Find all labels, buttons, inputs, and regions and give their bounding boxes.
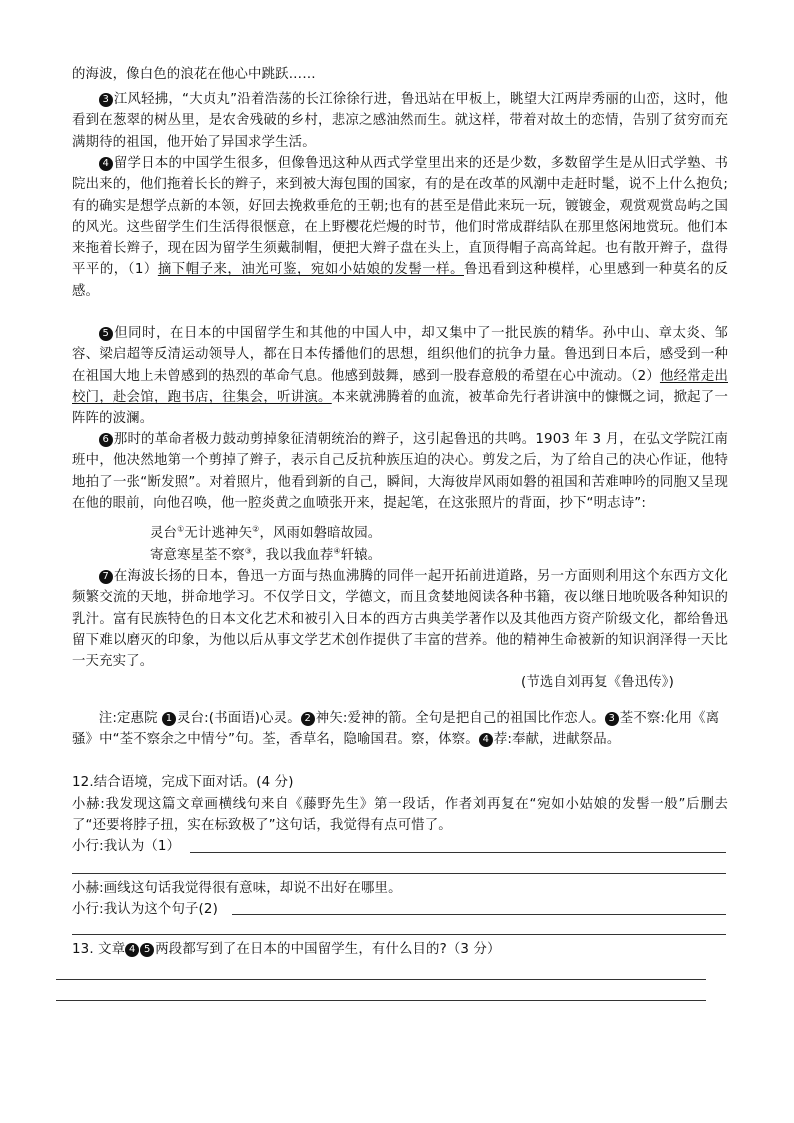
note-number-3: 3 — [605, 712, 619, 726]
answer-line-13-a[interactable] — [56, 979, 706, 980]
paragraph-6: 6 那时的革命者极力鼓动剪掉象征清朝统治的辫子，这引起鲁迅的共鸣。1903 年 3 月，在弘文学院江南班中，他决然地第一个剪掉了辫子，表示自己反抗种族压迫的决心。剪发之后，为了给自己的决心作证，他特地拍了一张“断发照”。对着照片，他看到新的自己，瞬间，大海彼岸风雨如磐的祖国和苦难呻吟的同胞又呈现在他的眼前，向他召唤，他一腔炎黄之血喷张开来，提起笔，在这张照片的背面，抄下“明志诗”: — [72, 432, 728, 511]
note-number-4: 4 — [479, 733, 493, 747]
passage-source: (节选自刘再复《鲁迅传》) — [521, 675, 674, 690]
passage-continuation: 的海波，像白色的浪花在他心中跳跃…… — [72, 67, 316, 82]
note-number-1: 1 — [162, 712, 176, 726]
question-12-dialogue-2: 小行:我认为（1） — [72, 839, 181, 854]
question-12-title: 12.结合语境，完成下面对话。(4 分) — [72, 775, 294, 790]
paragraph-7: 7 在海波长扬的日本，鲁迅一方面与热血沸腾的同伴一起开拓前进道路，另一方面则利用这个东西方文化频繁交流的天地，拼命地学习。不仅学日文，学德文，而且贪婪地阅读各种书籍，夜以继日地吮吸各种知识的乳汁。富有民族特色的日本文化艺术和被引入日本的西方古典美学著作以及其他西方资产阶级文化，都给鲁迅留下难以磨灭的印象，为他以后从事文学艺术创作提供了丰富的营养。他的精神生命被新的知识润泽得一天比一天充实了。 — [72, 569, 728, 670]
paragraph-number-6: 6 — [99, 433, 113, 447]
answer-line-12-2b[interactable] — [72, 934, 726, 935]
poem-line-1: 灵台①无计逃神矢②，风雨如磐暗故园。 — [150, 524, 382, 541]
paragraph-3: 3 江风轻拂，“大贞丸”沿着浩荡的长江徐徐行进，鲁迅站在甲板上，眺望大江两岸秀丽的山峦，这时，他看到在葱翠的树丛里，是农舍残破的乡村，悲凉之感油然而生。就这样，带着对故土的恋情，告别了贫穷而充满期待的祖国，他开始了异国求学生活。 — [72, 92, 728, 150]
answer-line-12-1b[interactable] — [72, 873, 726, 874]
question-13-title: 13. 文章 4 5 两段都写到了在日本的中国留学生，有什么目的?（3 分） — [72, 942, 501, 957]
question-12-dialogue-4: 小行:我认为这个句子(2) — [72, 902, 218, 917]
paragraph-number-4: 4 — [99, 157, 113, 171]
underline-marker-1: （1） — [127, 262, 158, 278]
answer-line-13-b[interactable] — [56, 1000, 706, 1001]
paragraph-number-7: 7 — [99, 570, 113, 584]
question-12-dialogue-1: 小赫:我发现这篇文章画横线句来自《藤野先生》第一段话，作者刘再复在“宛如小姑娘的发髻一般”后删去了“还要将脖子扭，实在标致极了”这句话，我觉得有点可惜了。 — [72, 797, 728, 834]
paragraph-ref-5: 5 — [140, 943, 154, 957]
poem-line-2: 寄意寒星荃不察③，我以我血荐④轩辕。 — [150, 546, 382, 563]
answer-line-12-1a[interactable] — [190, 852, 726, 853]
underlined-sentence-2: 他经常走出校门，赴会馆，跑书店，往集会，听讲演。 — [72, 368, 728, 405]
paragraph-number-3: 3 — [99, 93, 113, 107]
paragraph-4: 4 留学日本的中国学生很多，但像鲁迅这种从西式学堂里出来的还是少数，多数留学生是从旧式学塾、书院出来的，他们拖着长长的辫子，来到被大海包围的国家，有的是在改革的风潮中走赶时髦，说不上什么抱负;有的确实是想学点新的本领，好回去挽救垂危的王朝;也有的甚至是借此来玩一玩，镀镀金，观赏观赏岛屿之国的风光。这些留学生们生活得很惬意，在上野樱花烂熳的时节，他们时常成群结队在那里悠闲地赏玩。他们本来拖着长辫子，现在因为留学生须戴制帽，便把大辫子盘在头上，直顶得帽子高高耸起。也有散开辫子，盘得平平的，（1）摘下帽子来，油光可鉴，宛如小姑娘的发髻一样。鲁迅看到这种模样，心里感到一种莫名的反感。 — [72, 156, 728, 299]
answer-line-12-2a[interactable] — [232, 914, 726, 915]
paragraph-number-5: 5 — [99, 327, 113, 341]
paragraph-5: 5 但同时，在日本的中国留学生和其他的中国人中，却又集中了一批民族的精华。孙中山、章太炎、邹容、梁启超等反清运动领导人，都在日本传播他们的思想，组织他们的抗争力量。鲁迅到日本后，感受到一种在祖国大地上未曾感到的热烈的革命气息。他感到鼓舞，感到一股春意般的希望在心中流动。（2）他经常走出校门，赴会馆，跑书店，往集会，听讲演。本来就沸腾着的血流，被革命先行者讲演中的慷慨之词，掀起了一阵阵的波澜。 — [72, 326, 728, 427]
footnotes: 注:定惠院 1 灵台:(书面语)心灵。 2 神矢:爱神的箭。全句是把自己的祖国比作恋人。 3 荃不察:化用《离骚》中“荃不察余之中情兮”句。荃，香草名，隐喻国君。察，体察。 4 荐:奉献，进献祭品。 — [72, 711, 720, 748]
note-number-2: 2 — [301, 712, 315, 726]
question-12-dialogue-3: 小赫:画线这句话我觉得很有意味，却说不出好在哪里。 — [72, 881, 402, 896]
underlined-sentence-1: 摘下帽子来，油光可鉴，宛如小姑娘的发髻一样。 — [157, 262, 464, 278]
paragraph-ref-4: 4 — [125, 943, 139, 957]
underline-marker-2: （2） — [630, 368, 660, 384]
